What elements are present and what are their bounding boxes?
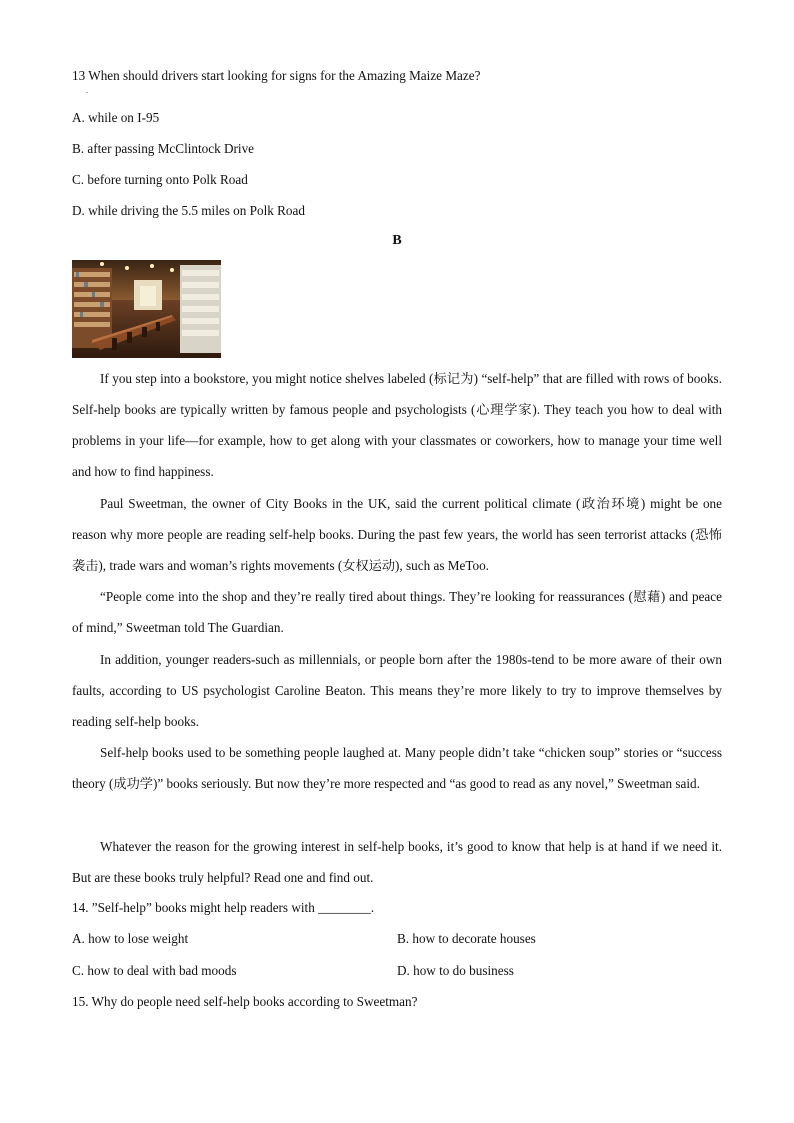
q14-option-a: A. how to lose weight: [72, 931, 189, 946]
q14-question: 14. ”Self-help” books might help readers with ________.: [72, 900, 375, 915]
paragraph-text: If you step into a bookstore, you might notice shelves labeled (标记为) “self-help” that are filled with rows of books. Self-help books are typically written by famous people and psychologists (心理学家). They teach you how to deal with problems in your life—for example, how to get along with your classmates or coworkers, how to manage your time well and how to find happiness.: [72, 371, 722, 479]
q13-option-d: D. while driving the 5.5 miles on Polk Road: [72, 203, 305, 218]
q15-question: 15. Why do people need self-help books according to Sweetman?: [72, 994, 418, 1009]
q14-option-d: D. how to do business: [397, 963, 514, 978]
q14-option-c: C. how to deal with bad moods: [72, 963, 237, 978]
passage-paragraph: [72, 363, 722, 487]
passage-paragraph: [72, 581, 722, 643]
passage-paragraph: [72, 737, 722, 799]
paragraph-text: “People come into the shop and they’re really tired about things. They’re looking for reassurances (慰藉) and peace of mind,” Sweetman told The Guardian.: [72, 589, 722, 635]
paragraph-text: Whatever the reason for the growing interest in self-help books, it’s good to know that help is at hand if we need it. But are these books truly helpful? Read one and find out.: [72, 839, 722, 885]
passage-paragraph: [72, 644, 722, 737]
passage-paragraph: [72, 831, 722, 893]
paragraph-text: Paul Sweetman, the owner of City Books in the UK, said the current political climate (政治环境) might be one reason why more people are reading self-help books. During the past few years, the world has seen terrorist attacks (恐怖袭击), trade wars and woman’s rights movements (女权运动), such as MeToo.: [72, 496, 722, 573]
paragraph-text: In addition, younger readers-such as millennials, or people born after the 1980s-tend to be more aware of their own faults, according to US psychologist Caroline Beaton. This means they’re more likely to try to improve themselves by reading self-help books.: [72, 652, 722, 729]
paragraph-text: Self-help books used to be something people laughed at. Many people didn’t take “chicken soup” stories or “success theory (成功学)” books seriously. But now they’re more respected and “as good to read as any novel,” Sweetman said.: [72, 745, 722, 791]
q13-option-c: C. before turning onto Polk Road: [72, 172, 248, 187]
passage-paragraph: [72, 488, 722, 581]
q13-option-b: B. after passing McClintock Drive: [72, 141, 255, 156]
section-heading: B: [392, 233, 402, 248]
bookstore-photo: [72, 260, 221, 358]
q13-question: 13 When should drivers start looking for signs for the Amazing Maize Maze?: [72, 68, 481, 83]
q13-option-a: A. while on I-95: [72, 110, 160, 125]
stray-dot: .: [86, 86, 88, 95]
q14-option-b: B. how to decorate houses: [397, 931, 536, 946]
